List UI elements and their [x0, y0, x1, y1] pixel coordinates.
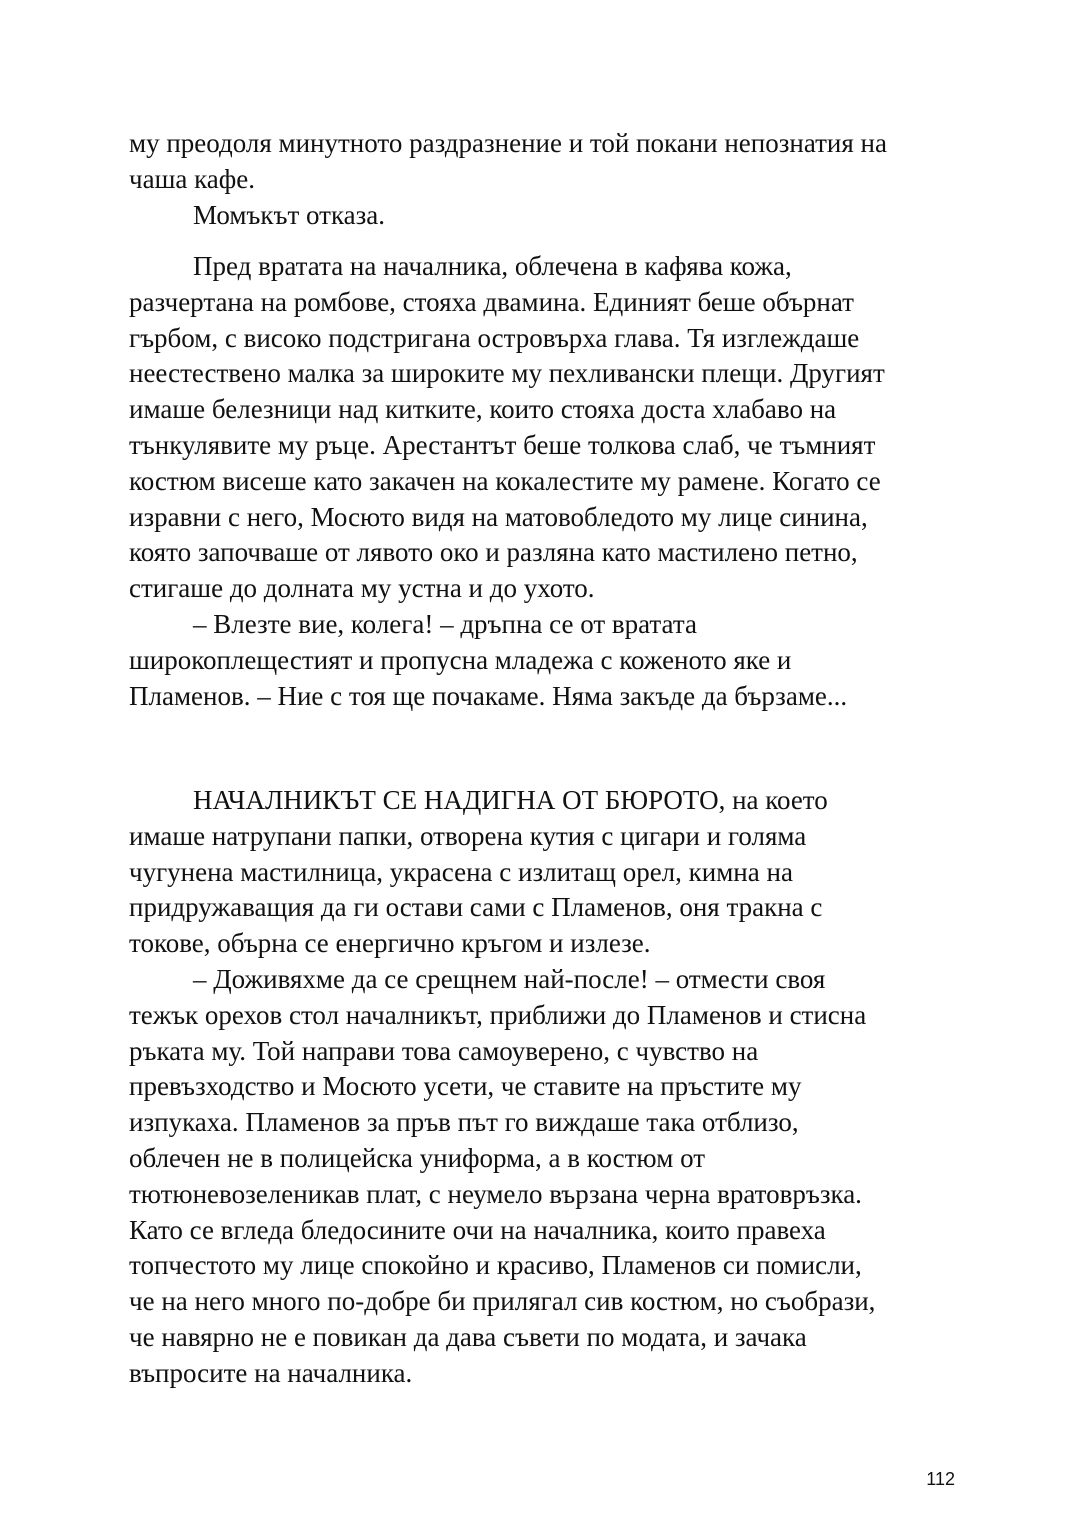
text-line: че навярно не е повикан да дава съвети по модата, и зачака	[129, 1321, 807, 1352]
text-line: чаша кафе.	[129, 163, 256, 194]
text-line: Като се вгледа бледосините очи на началника, които правеха	[129, 1214, 826, 1245]
text-line: имаше белезници над китките, които стояха доста хлабаво на	[129, 394, 837, 425]
text-line: му преодоля минутното раздразнение и той покани непознатия на	[129, 128, 887, 158]
text-line: превъзходство и Мосюто усети, че ставите на пръстите му	[129, 1071, 802, 1102]
text-line: тежък орехов стол началникът, приближи до Пламенов и стисна	[129, 999, 867, 1030]
text-line: изпукаха. Пламенов за пръв път го виждаше така отблизо,	[129, 1107, 799, 1138]
paragraph-block-door-scene	[129, 249, 959, 714]
text-line: ръката му. Той направи това самоуверено, с чувство на	[129, 1035, 759, 1066]
page-number: 112	[926, 1469, 955, 1489]
text-line: – Влезте вие, колега! – дръпна се от вратата	[193, 608, 697, 639]
paragraph-block-opening	[129, 126, 959, 233]
text-line: придружаващия да ги остави сами с Пламенов, оня тракна с	[129, 892, 823, 923]
text-line: костюм висеше като закачен на кокалестите му рамене. Когато се	[129, 465, 881, 496]
text-line: топчестото му лице спокойно и красиво, Пламенов си помисли,	[129, 1250, 862, 1281]
text-line: НАЧАЛНИКЪТ СЕ НАДИГНА ОТ БЮРОТО, на което	[193, 785, 828, 815]
text-line: изравни с него, Мосюто видя на матовобледото му лице синина,	[129, 501, 868, 532]
text-line: облечен не в полицейска униформа, а в костюм от	[129, 1142, 706, 1173]
text-line: тънкулявите му ръце. Арестантът беше толкова слаб, че тъмният	[129, 429, 876, 460]
text-line: въпросите на началника.	[129, 1357, 413, 1388]
text-line: неестествено малка за широките му пехливански плещи. Другият	[129, 358, 885, 389]
text-line: Пред вратата на началника, облечена в кафява кожа,	[193, 251, 792, 281]
text-line: токове, обърна се енергично кръгом и излезе.	[129, 928, 651, 959]
paragraph-block-chief-office	[129, 783, 959, 1392]
text-line: Пламенов. – Ние с тоя ще почакаме. Няма закъде да бързаме...	[129, 680, 848, 711]
text-line: гърбом, с високо подстригана островърха глава. Тя изглеждаше	[129, 322, 860, 353]
text-line: която започваше от лявото око и разляна като мастилено петно,	[129, 537, 858, 568]
text-line: широкоплещестият и пропусна младежа с коженото яке и	[129, 644, 792, 675]
text-line: Момъкът отказа.	[193, 199, 386, 230]
text-line: тютюневозеленикав плат, с неумело вързана черна вратовръзка.	[129, 1178, 862, 1209]
text-line: – Доживяхме да се срещнем най-после! – отмести своя	[193, 963, 826, 994]
text-line: разчертана на ромбове, стояха двамина. Единият беше обърнат	[129, 286, 854, 317]
text-line: стигаше до долната му устна и до ухото.	[129, 573, 595, 604]
text-line: че на него много по-добре би прилягал сив костюм, но съобрази,	[129, 1286, 876, 1317]
text-line: имаше натрупани папки, отворена кутия с цигари и голяма	[129, 820, 807, 851]
text-line: чугунена мастилница, украсена с излитащ орел, кимна на	[129, 856, 793, 887]
